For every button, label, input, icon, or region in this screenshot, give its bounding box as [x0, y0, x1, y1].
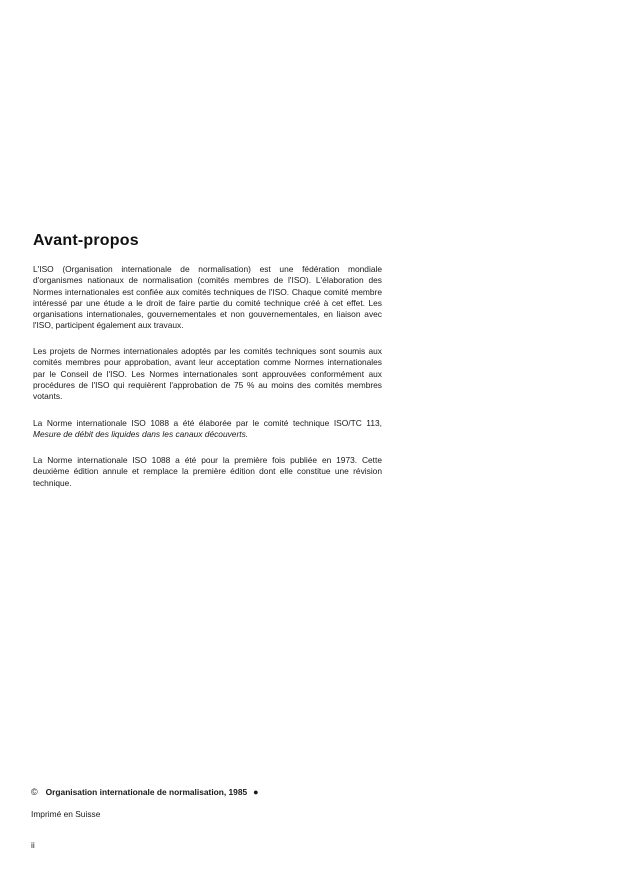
copyright-text: Organisation internationale de normalisation, 1985: [45, 787, 248, 797]
paragraph-edition-history: La Norme internationale ISO 1088 a été pour la première fois publiée en 1973. Cette deuxième édition annule et remplace la première édition dont elle constitue une révision technique.: [33, 455, 382, 488]
paragraph-approval-procedure: Les projets de Normes internationales adoptés par les comités techniques sont soumis aux comités membres pour approbation, avant leur acceptation comme Normes internationales par le Conseil de l'ISO. Les Normes internationales sont approuvées conformément aux procédures de l'ISO qui requièrent l'approbation de 75 % au moins des comités membres votants.: [33, 346, 382, 402]
paragraph-technical-committee: [33, 418, 382, 441]
printed-in-text: Imprimé en Suisse: [31, 809, 101, 819]
copyright-symbol: ©: [31, 787, 38, 797]
bullet-icon: ●: [253, 787, 259, 797]
paragraph-technical-committee-text: La Norme internationale ISO 1088 a été élaborée par le comité technique ISO/TC 113,: [33, 418, 382, 428]
paragraph-iso-federation: L'ISO (Organisation internationale de normalisation) est une fédération mondiale d'organismes nationaux de normalisation (comités membres de l'ISO). L'élaboration des Normes internationales est confiée aux comités techniques de l'ISO. Chaque comité membre intéressé par une étude a le droit de faire partie du comité technique créé à cet effet. Les organisations internationales, gouvernementales et non gouvernementales, en liaison avec l'ISO, participent également aux travaux.: [33, 264, 382, 331]
copyright-line: [31, 787, 259, 797]
page-number: ii: [31, 840, 35, 850]
committee-title: Mesure de débit des liquides dans les canaux découverts.: [33, 429, 249, 440]
section-title: Avant-propos: [33, 232, 139, 249]
